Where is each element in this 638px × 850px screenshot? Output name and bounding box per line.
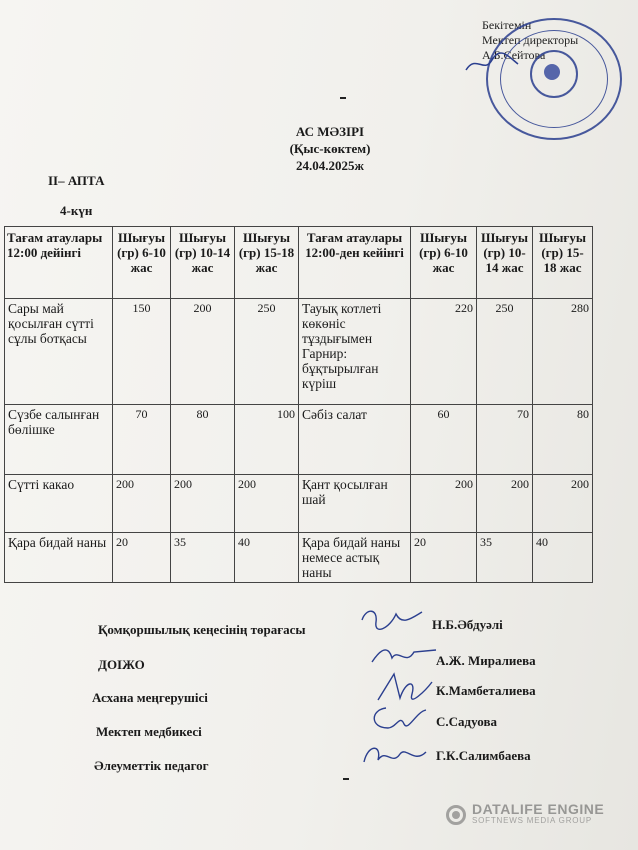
signature-name: Н.Б.Әбдуәлі (432, 617, 503, 632)
portion-cell: 60 (411, 405, 477, 475)
dish-before: Сүтті какао (5, 475, 113, 533)
signature-name: К.Мамбеталиева (436, 683, 536, 698)
portion-cell: 70 (113, 405, 171, 475)
signature-scribble-icon (368, 640, 440, 670)
portion-cell: 20 (411, 533, 477, 583)
portion-cell: 200 (477, 475, 533, 533)
dish-after: Тауық котлеті көкөніс тұздығымен Гарнир: бұқтырылған күріш (299, 299, 411, 405)
datalife-logo-icon (446, 805, 466, 825)
menu-season: (Қыс-көктем) (289, 141, 371, 156)
portion-cell: 35 (171, 533, 235, 583)
director-signature-icon (462, 48, 522, 78)
watermark (446, 801, 605, 826)
signature-scribble-icon (366, 702, 432, 736)
week-label: II– АПТА (48, 173, 105, 188)
dish-after: Сәбіз салат (299, 405, 411, 475)
col-header-b-15-18: Шығуы (гр) 15-18 жас (235, 227, 299, 299)
portion-cell: 40 (533, 533, 593, 583)
signature-scribble-icon (356, 738, 430, 772)
portion-cell: 200 (411, 475, 477, 533)
col-header-after-noon: Тағам атаулары 12:00-ден кейінгі (299, 227, 411, 299)
signature-scribble-icon (372, 670, 436, 706)
approval-line-1: Бекітемін (482, 18, 532, 32)
dish-before: Сары май қосылған сүтті сұлы ботқасы (5, 299, 113, 405)
table-row (5, 475, 593, 533)
portion-cell: 200 (171, 475, 235, 533)
approval-line-2: Мектеп директоры (482, 33, 579, 47)
portion-cell: 35 (477, 533, 533, 583)
emblem-icon (530, 50, 578, 98)
menu-title: АС МӘЗІРІ (295, 124, 365, 139)
portion-cell: 20 (113, 533, 171, 583)
portion-cell: 220 (411, 299, 477, 405)
table-row (5, 299, 593, 405)
signature-role: Асхана меңгерушісі (92, 690, 208, 705)
portion-cell: 70 (477, 405, 533, 475)
menu-table (4, 226, 593, 583)
dish-after: Қара бидай наны немесе астық наны (299, 533, 411, 583)
watermark-subtitle: SOFTNEWS MEDIA GROUP (472, 816, 593, 825)
col-header-a-6-10: Шығуы (гр) 6-10 жас (411, 227, 477, 299)
col-header-b-10-14: Шығуы (гр) 10-14 жас (171, 227, 235, 299)
portion-cell: 200 (533, 475, 593, 533)
portion-cell: 200 (113, 475, 171, 533)
col-header-before-noon: Тағам атаулары 12:00 дейінгі (5, 227, 113, 299)
portion-cell: 250 (235, 299, 299, 405)
punch-mark (343, 778, 349, 780)
approval-line-3: А.Б.Сейтова (482, 48, 546, 62)
portion-cell: 40 (235, 533, 299, 583)
signature-name: А.Ж. Миралиева (436, 653, 536, 668)
signature-role: Әлеуметтік педагог (94, 758, 209, 773)
portion-cell: 150 (113, 299, 171, 405)
table-header-row (5, 227, 593, 299)
portion-cell: 280 (533, 299, 593, 405)
watermark-title: DATALIFE ENGINE (472, 801, 605, 817)
portion-cell: 200 (235, 475, 299, 533)
dish-before: Қара бидай наны (5, 533, 113, 583)
table-row (5, 533, 593, 583)
dish-before: Сүзбе салынған бөлішке (5, 405, 113, 475)
signature-role: ДОІЖО (98, 657, 145, 672)
col-header-a-15-18: Шығуы (гр) 15-18 жас (533, 227, 593, 299)
menu-date: 24.04.2025ж (296, 158, 364, 173)
col-header-a-10-14: Шығуы (гр) 10-14 жас (477, 227, 533, 299)
signature-name: С.Садуова (436, 714, 497, 729)
portion-cell: 250 (477, 299, 533, 405)
portion-cell: 80 (171, 405, 235, 475)
day-label: 4-күн (60, 203, 93, 218)
punch-mark (340, 97, 346, 99)
portion-cell: 100 (235, 405, 299, 475)
col-header-b-6-10: Шығуы (гр) 6-10 жас (113, 227, 171, 299)
signature-role: Мектеп медбикесі (96, 724, 202, 739)
official-stamp-icon (486, 18, 622, 140)
dish-after: Қант қосылған шай (299, 475, 411, 533)
portion-cell: 80 (533, 405, 593, 475)
signature-scribble-icon (356, 606, 426, 634)
signature-role: Қомқоршылық кеңесінің төрағасы (98, 622, 306, 637)
table-row (5, 405, 593, 475)
portion-cell: 200 (171, 299, 235, 405)
signature-name: Г.К.Салимбаева (436, 748, 531, 763)
